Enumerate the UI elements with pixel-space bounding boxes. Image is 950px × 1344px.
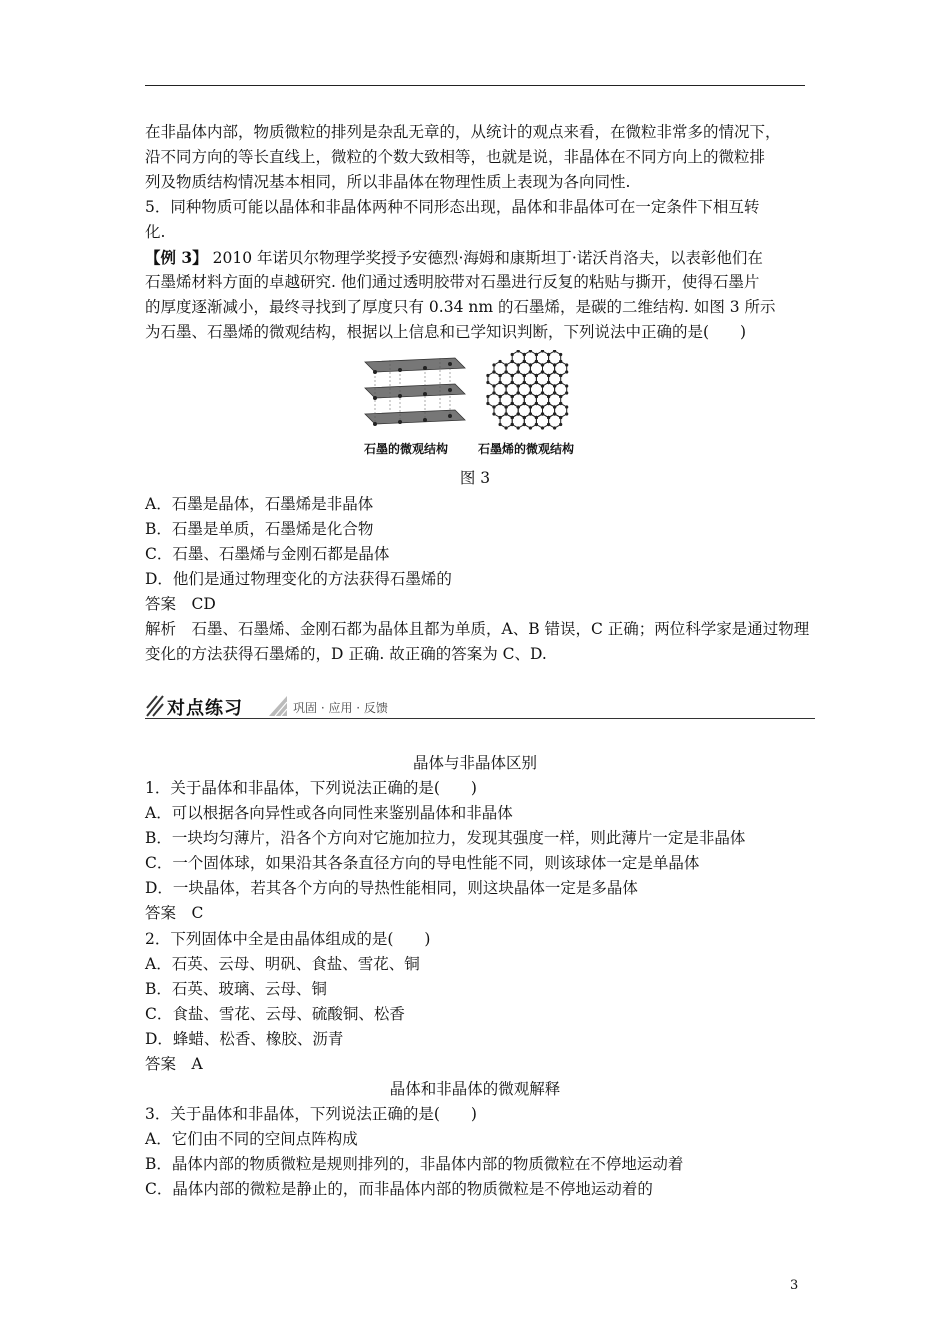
graphene-atom xyxy=(529,363,532,366)
answer: 答案 C xyxy=(145,904,204,922)
graphene-atom xyxy=(553,405,556,408)
graphene-atom xyxy=(486,395,489,398)
graphene-hexagon xyxy=(536,414,548,428)
graphene-atom xyxy=(541,363,544,366)
graphene-atom xyxy=(529,426,532,429)
graphene-atom xyxy=(535,353,538,356)
graphene-atom xyxy=(523,374,526,377)
graphene-atom xyxy=(492,363,495,366)
graphene-atom xyxy=(541,370,544,373)
graphene-atom xyxy=(565,370,568,373)
section-right-wedge-icon xyxy=(267,694,289,718)
figure-label: 图 3 xyxy=(459,469,491,487)
graphite-structure-image xyxy=(360,352,470,432)
example-3-line xyxy=(145,245,763,271)
graphene-atom xyxy=(517,370,520,373)
graphene-atom xyxy=(565,384,568,387)
header-rule xyxy=(145,85,805,86)
graphene-atom xyxy=(547,395,550,398)
graphene-atom xyxy=(499,381,502,384)
graphene-atom xyxy=(523,423,526,426)
graphene-atom xyxy=(517,363,520,366)
graphene-atom xyxy=(511,423,514,426)
graphene-atom xyxy=(486,374,489,377)
graphene-atom xyxy=(517,391,520,394)
graphene-atom xyxy=(517,405,520,408)
question-stem: 2．下列固体中全是由晶体组成的是( ) xyxy=(145,930,431,948)
section-underline xyxy=(145,718,815,719)
graphene-atom xyxy=(486,381,489,384)
graphene-hexagon xyxy=(512,414,524,428)
graphene-atom xyxy=(559,360,562,363)
graphene-atom xyxy=(505,384,508,387)
graphene-atom xyxy=(523,353,526,356)
body-line: 沿不同方向的等长直线上，微粒的个数大致相等，也就是说，非晶体在不同方向上的微粒排 xyxy=(145,148,766,166)
graphene-atom xyxy=(486,402,489,405)
graphene-atom xyxy=(547,374,550,377)
graphene-atom xyxy=(535,416,538,419)
graphene-atom xyxy=(511,416,514,419)
example-3-line: 的厚度逐渐减小，最终寻找到了厚度只有 0.34 nm 的石墨烯，是碳的二维结构. 如图 3 所示 xyxy=(145,298,776,316)
graphene-atom xyxy=(565,363,568,366)
option: B．石英、玻璃、云母、铜 xyxy=(145,980,327,998)
graphene-hexagon xyxy=(500,414,512,428)
example-3-label: 【例 3】 xyxy=(145,248,208,267)
graphene-atom xyxy=(541,405,544,408)
graphene-atom xyxy=(499,402,502,405)
graphene-atom xyxy=(553,426,556,429)
graphene-hexagon xyxy=(549,414,561,428)
page-number: 3 xyxy=(790,1278,799,1293)
graphene-atom xyxy=(541,426,544,429)
graphene-atom xyxy=(535,374,538,377)
option: B．一块均匀薄片，沿各个方向对它施加拉力，发现其强度一样，则此薄片一定是非晶体 xyxy=(145,829,746,847)
graphene-atom xyxy=(535,360,538,363)
body-line: 在非晶体内部，物质微粒的排列是杂乱无章的，从统计的观点来看，在微粒非常多的情况下， xyxy=(145,123,781,141)
graphene-atom xyxy=(505,391,508,394)
graphene-atom xyxy=(523,416,526,419)
graphene-atom xyxy=(529,384,532,387)
option: C．晶体内部的微粒是静止的，而非晶体内部的物质微粒是不停地运动着的 xyxy=(145,1180,653,1198)
graphene-atom xyxy=(505,426,508,429)
graphene-structure-image xyxy=(482,350,582,435)
graphene-atom xyxy=(499,374,502,377)
question-stem: 3．关于晶体和非晶体，下列说法正确的是( ) xyxy=(145,1105,477,1123)
graphene-atom xyxy=(559,381,562,384)
graphene-atom xyxy=(553,391,556,394)
option: D．一块晶体，若其各个方向的导热性能相同，则这块晶体一定是多晶体 xyxy=(145,879,638,897)
body-line: 5．同种物质可能以晶体和非晶体两种不同形态出现，晶体和非晶体可在一定条件下相互转 xyxy=(145,198,760,216)
graphene-atom xyxy=(505,405,508,408)
graphene-atom xyxy=(511,381,514,384)
graphene-atom xyxy=(529,391,532,394)
graphene-hexagon xyxy=(524,414,536,428)
graphene-atom xyxy=(559,353,562,356)
graphene-atom xyxy=(492,412,495,415)
figure-3 xyxy=(360,352,590,462)
option: A．它们由不同的空间点阵构成 xyxy=(145,1130,358,1148)
graphene-atom xyxy=(541,391,544,394)
graphene-atom xyxy=(492,384,495,387)
option: A．石墨是晶体，石墨烯是非晶体 xyxy=(145,495,374,513)
graphene-atom xyxy=(499,395,502,398)
option: D．他们是通过物理变化的方法获得石墨烯的 xyxy=(145,570,452,588)
graphene-atom xyxy=(529,405,532,408)
section-left-stripes-icon xyxy=(145,694,165,718)
option: C．食盐、雪花、云母、硫酸铜、松香 xyxy=(145,1005,405,1023)
option: B．晶体内部的物质微粒是规则排列的，非晶体内部的物质微粒在不停地运动着 xyxy=(145,1155,684,1173)
graphene-atom xyxy=(553,363,556,366)
graphene-atom xyxy=(511,353,514,356)
graphene-atom xyxy=(517,384,520,387)
graphene-atom xyxy=(565,412,568,415)
graphene-atom xyxy=(523,360,526,363)
graphene-atom xyxy=(511,395,514,398)
answer: 答案 A xyxy=(145,1055,203,1073)
body-line: 列及物质结构情况基本相同，所以非晶体在物理性质上表现为各向同性. xyxy=(145,173,631,191)
graphene-atom xyxy=(547,360,550,363)
graphene-atom xyxy=(492,370,495,373)
section-subtitle: 巩固 · 应用 · 反馈 xyxy=(293,701,388,715)
graphene-atom xyxy=(553,384,556,387)
graphene-atom xyxy=(499,423,502,426)
option: B．石墨是单质，石墨烯是化合物 xyxy=(145,520,374,538)
graphene-atom xyxy=(547,381,550,384)
graphene-atom xyxy=(523,381,526,384)
section-header xyxy=(145,693,815,721)
answer: 答案 CD xyxy=(145,595,216,613)
graphene-atom xyxy=(541,412,544,415)
example-3-text: 2010 年诺贝尔物理学奖授予安德烈·海姆和康斯坦丁·诺沃肖洛夫，以表彰他们在 xyxy=(207,249,763,267)
topic-heading: 晶体与非晶体区别 xyxy=(412,754,537,772)
graphene-atom xyxy=(499,416,502,419)
graphene-atom xyxy=(535,381,538,384)
body-line: 化. xyxy=(145,223,166,241)
graphene-atom xyxy=(535,423,538,426)
graphene-atom xyxy=(565,391,568,394)
graphene-atom xyxy=(523,402,526,405)
graphene-atom xyxy=(492,391,495,394)
option: C．石墨、石墨烯与金刚石都是晶体 xyxy=(145,545,390,563)
question-stem: 1．关于晶体和非晶体，下列说法正确的是( ) xyxy=(145,779,477,797)
option: C．一个固体球，如果沿其各条直径方向的导电性能不同，则该球体一定是单晶体 xyxy=(145,854,700,872)
topic-heading: 晶体和非晶体的微观解释 xyxy=(389,1080,561,1098)
graphene-atom xyxy=(523,395,526,398)
graphene-atom xyxy=(559,416,562,419)
graphene-atom xyxy=(559,402,562,405)
graphene-atom xyxy=(559,374,562,377)
graphene-atom xyxy=(511,360,514,363)
option: A．石英、云母、明矾、食盐、雪花、铜 xyxy=(145,955,420,973)
section-title: 对点练习 xyxy=(167,698,243,719)
graphene-atom xyxy=(517,412,520,415)
graphene-atom xyxy=(499,360,502,363)
option: A．可以根据各向异性或各向同性来鉴别晶体和非晶体 xyxy=(145,804,513,822)
graphene-atom xyxy=(517,426,520,429)
example-3-line: 为石墨、石墨烯的微观结构，根据以上信息和已学知识判断，下列说法中正确的是( ) xyxy=(145,323,747,341)
graphene-atom xyxy=(535,395,538,398)
graphene-atom xyxy=(547,402,550,405)
graphene-atom xyxy=(553,370,556,373)
graphene-atom xyxy=(529,370,532,373)
graphene-atom xyxy=(547,423,550,426)
graphene-atom xyxy=(535,402,538,405)
graphene-atom xyxy=(547,353,550,356)
option: D．蜂蜡、松香、橡胶、沥青 xyxy=(145,1030,344,1048)
graphene-atom xyxy=(505,363,508,366)
graphene-atom xyxy=(547,416,550,419)
graphene-atom xyxy=(541,384,544,387)
graphene-atom xyxy=(553,412,556,415)
figure-caption-graphene: 石墨烯的微观结构 xyxy=(478,442,575,456)
graphene-atom xyxy=(492,405,495,408)
graphene-atom xyxy=(511,374,514,377)
graphene-atom xyxy=(559,423,562,426)
figure-caption-graphite: 石墨的微观结构 xyxy=(364,442,449,456)
graphene-atom xyxy=(511,402,514,405)
graphene-atom xyxy=(505,370,508,373)
analysis: 解析 石墨、石墨烯、金刚石都为晶体且都为单质，A、B 错误，C 正确；两位科学家是通过物理 xyxy=(145,620,810,638)
graphene-atom xyxy=(559,395,562,398)
analysis: 变化的方法获得石墨烯的，D 正确. 故正确的答案为 C、D. xyxy=(145,645,547,663)
graphene-atom xyxy=(529,412,532,415)
graphene-atom xyxy=(565,405,568,408)
graphene-atom xyxy=(505,412,508,415)
example-3-line: 石墨烯材料方面的卓越研究. 他们通过透明胶带对石墨进行反复的粘贴与撕开，使得石墨片 xyxy=(145,273,760,291)
